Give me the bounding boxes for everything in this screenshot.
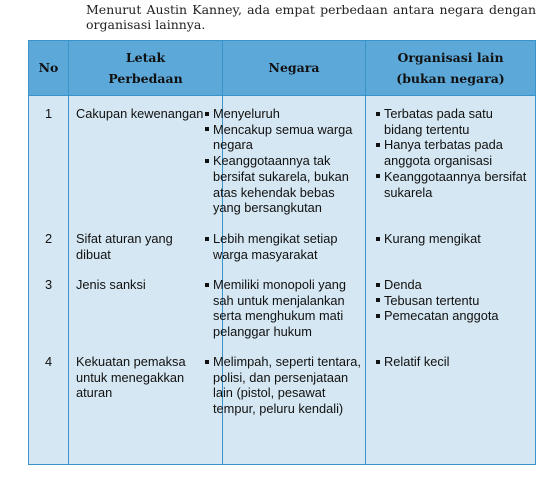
header-org-line1: Organisasi lain [397,49,504,65]
row-number: 4 [44,354,53,369]
list-item: Keanggotaannya bersifat sukarela [375,169,530,200]
list-item: Hanya terbatas pada anggota organisasi [375,137,530,168]
list-item: Pemecatan anggota [375,308,530,324]
intro-paragraph: Menurut Austin Kanney, ada empat perbedaan antara negara dengan organisasi lainnya. [86,2,536,32]
organisasi-list [375,277,530,324]
list-item: Menyeluruh [204,106,362,122]
organisasi-list [375,354,530,370]
comparison-table [28,40,536,465]
row-aspect: Cakupan kewenangan [76,106,204,121]
negara-list [204,231,362,262]
list-item: Melimpah, seperti tentara, polisi, dan persenjataan lain (pistol, pesawat tempur, peluru kendali) [204,354,362,417]
row-number: 1 [44,106,53,121]
header-no-label: No [38,60,59,75]
header-organisasi-lain [366,41,535,94]
row-aspect: Jenis sanksi [76,277,146,292]
negara-list [204,277,362,340]
list-item: Terbatas pada satu bidang tertentu [375,106,530,137]
column-divider [365,41,366,464]
list-item: Mencakup semua warga negara [204,122,362,153]
list-item: Lebih mengikat setiap warga masyarakat [204,231,362,262]
row-number: 3 [44,277,53,292]
organisasi-list [375,231,530,247]
header-no [29,41,68,94]
header-letak-perbedaan [69,41,222,94]
negara-list [204,106,362,216]
header-letak-line2: Perbedaan [108,70,183,86]
header-org-line2: (bukan negara) [396,70,505,86]
header-negara [223,41,365,94]
column-divider [68,41,69,464]
list-item: Relatif kecil [375,354,530,370]
list-item: Kurang mengikat [375,231,530,247]
row-aspect: Sifat aturan yang dibuat [76,231,173,262]
row-number: 2 [44,231,53,246]
list-item: Tebusan tertentu [375,293,530,309]
organisasi-list [375,106,530,200]
header-letak-line1: Letak [125,49,166,65]
header-negara-label: Negara [268,60,320,75]
negara-list [204,354,362,417]
list-item: Keanggotaannya tak bersifat sukarela, bukan atas kehendak bebas yang bersangkutan [204,153,362,216]
list-item: Memiliki monopoli yang sah untuk menjalankan serta menghukum mati pelanggar hukum [204,277,362,340]
list-item: Denda [375,277,530,293]
row-aspect: Kekuatan pemaksa untuk menegakkan aturan [76,354,186,401]
